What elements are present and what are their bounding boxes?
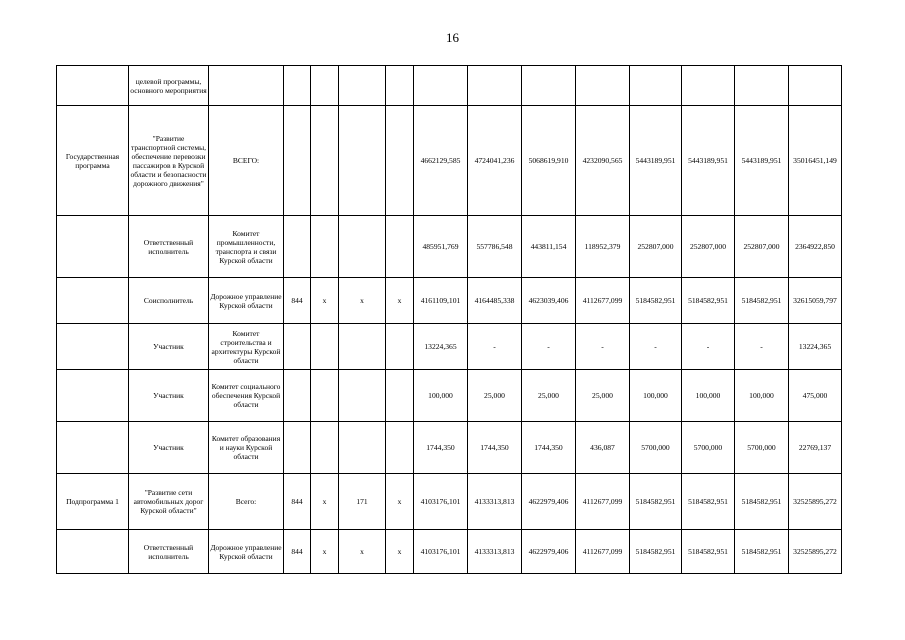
name-cell: Участник [129,422,209,474]
value-cell: 252807,000 [630,216,682,278]
value-cell: 252807,000 [682,216,735,278]
pr-cell: x [339,530,386,574]
value-cell: 252807,000 [735,216,789,278]
value-cell [630,66,682,106]
value-cell: 4161109,101 [414,278,468,324]
value-cell: 4112677,099 [576,278,630,324]
value-cell: 4112677,099 [576,474,630,530]
value-cell: 100,000 [414,370,468,422]
value-cell [468,66,522,106]
grbs-cell: 844 [284,278,311,324]
value-cell: 557786,548 [468,216,522,278]
value-cell: 4133313,813 [468,530,522,574]
value-cell: 32525895,272 [789,474,842,530]
executor-cell: Комитет промышленности, транспорта и связи Курской области [209,216,284,278]
value-cell: 4622979,406 [522,530,576,574]
value-cell: 100,000 [630,370,682,422]
value-cell: 4622979,406 [522,474,576,530]
value-cell: 4103176,101 [414,474,468,530]
csr-cell: x [386,474,414,530]
status-cell: Подпрограмма 1 [57,474,129,530]
csr-cell [386,216,414,278]
status-cell [57,324,129,370]
grbs-cell [284,106,311,216]
grbs-cell [284,324,311,370]
csr-cell [386,324,414,370]
rz-cell: x [311,530,339,574]
value-cell: 100,000 [682,370,735,422]
value-cell: 35016451,149 [789,106,842,216]
value-cell: 100,000 [735,370,789,422]
grbs-cell [284,422,311,474]
value-cell [522,66,576,106]
status-cell [57,370,129,422]
executor-cell [209,66,284,106]
pr-cell: x [339,278,386,324]
value-cell: 4164485,338 [468,278,522,324]
value-cell: 4232090,565 [576,106,630,216]
status-cell [57,216,129,278]
value-cell [576,66,630,106]
name-cell: Участник [129,324,209,370]
rz-cell [311,370,339,422]
value-cell: 1744,350 [414,422,468,474]
status-cell [57,530,129,574]
table-row [57,324,842,370]
table-row [57,278,842,324]
value-cell: 475,000 [789,370,842,422]
csr-cell [386,66,414,106]
status-cell [57,422,129,474]
value-cell: - [576,324,630,370]
executor-cell: Дорожное управление Курской области [209,530,284,574]
value-cell: 5184582,951 [735,278,789,324]
page-number: 16 [446,30,459,45]
value-cell: 22769,137 [789,422,842,474]
value-cell: 5184582,951 [735,530,789,574]
rz-cell: x [311,278,339,324]
value-cell: 25,000 [576,370,630,422]
value-cell: 4103176,101 [414,530,468,574]
executor-cell: ВСЕГО: [209,106,284,216]
value-cell: 5184582,951 [682,530,735,574]
pr-cell [339,216,386,278]
grbs-cell: 844 [284,474,311,530]
csr-cell [386,370,414,422]
name-cell: "Развитие сети автомобильных дорог Курской области" [129,474,209,530]
value-cell: 1744,350 [522,422,576,474]
name-cell: "Развитие транспортной системы, обеспечение перевозки пассажиров в Курской области и безопасности дорожного движения" [129,106,209,216]
value-cell: 4662129,585 [414,106,468,216]
value-cell: 5184582,951 [735,474,789,530]
csr-cell: x [386,530,414,574]
value-cell: 32615059,797 [789,278,842,324]
table-row [57,216,842,278]
value-cell: 13224,365 [414,324,468,370]
rz-cell [311,324,339,370]
value-cell: 485951,769 [414,216,468,278]
executor-cell: Комитет социального обеспечения Курской области [209,370,284,422]
table-row [57,474,842,530]
value-cell: 4623039,406 [522,278,576,324]
value-cell: - [522,324,576,370]
value-cell: 5184582,951 [630,278,682,324]
status-cell: Государственная программа [57,106,129,216]
table-row [57,66,842,106]
executor-cell: Комитет строительства и архитектуры Курской области [209,324,284,370]
pr-cell [339,422,386,474]
value-cell: 2364922,850 [789,216,842,278]
table-row [57,106,842,216]
value-cell: 5443189,951 [630,106,682,216]
value-cell: 4724041,236 [468,106,522,216]
rz-cell [311,216,339,278]
name-cell: Соисполнитель [129,278,209,324]
value-cell [414,66,468,106]
value-cell: 5443189,951 [735,106,789,216]
table-row [57,422,842,474]
value-cell: 118952,379 [576,216,630,278]
value-cell: - [468,324,522,370]
csr-cell [386,422,414,474]
value-cell: 436,087 [576,422,630,474]
value-cell: 4133313,813 [468,474,522,530]
value-cell: - [735,324,789,370]
rz-cell: x [311,474,339,530]
value-cell: 4112677,099 [576,530,630,574]
value-cell: 5184582,951 [630,530,682,574]
value-cell: - [630,324,682,370]
value-cell: 5184582,951 [682,278,735,324]
value-cell: - [682,324,735,370]
pr-cell [339,66,386,106]
csr-cell [386,106,414,216]
grbs-cell [284,216,311,278]
value-cell [682,66,735,106]
value-cell: 5184582,951 [630,474,682,530]
value-cell: 5184582,951 [682,474,735,530]
table-row [57,370,842,422]
name-cell: Ответственный исполнитель [129,530,209,574]
executor-cell: Всего: [209,474,284,530]
value-cell: 443811,154 [522,216,576,278]
executor-cell: Комитет образования и науки Курской области [209,422,284,474]
rz-cell [311,106,339,216]
name-cell: Участник [129,370,209,422]
value-cell: 32525895,272 [789,530,842,574]
executor-cell: Дорожное управление Курской области [209,278,284,324]
pr-cell [339,106,386,216]
value-cell [789,66,842,106]
pr-cell: 171 [339,474,386,530]
rz-cell [311,66,339,106]
pr-cell [339,324,386,370]
status-cell [57,66,129,106]
value-cell: 5443189,951 [682,106,735,216]
rz-cell [311,422,339,474]
value-cell: 5700,000 [735,422,789,474]
name-cell: Ответственный исполнитель [129,216,209,278]
csr-cell: x [386,278,414,324]
value-cell: 25,000 [468,370,522,422]
grbs-cell [284,370,311,422]
grbs-cell [284,66,311,106]
value-cell: 1744,350 [468,422,522,474]
table-row [57,530,842,574]
value-cell: 13224,365 [789,324,842,370]
value-cell [735,66,789,106]
status-cell [57,278,129,324]
name-cell: целевой программы, основного мероприятия [129,66,209,106]
value-cell: 5700,000 [630,422,682,474]
grbs-cell: 844 [284,530,311,574]
value-cell: 25,000 [522,370,576,422]
value-cell: 5068619,910 [522,106,576,216]
value-cell: 5700,000 [682,422,735,474]
pr-cell [339,370,386,422]
budget-table [56,65,842,574]
